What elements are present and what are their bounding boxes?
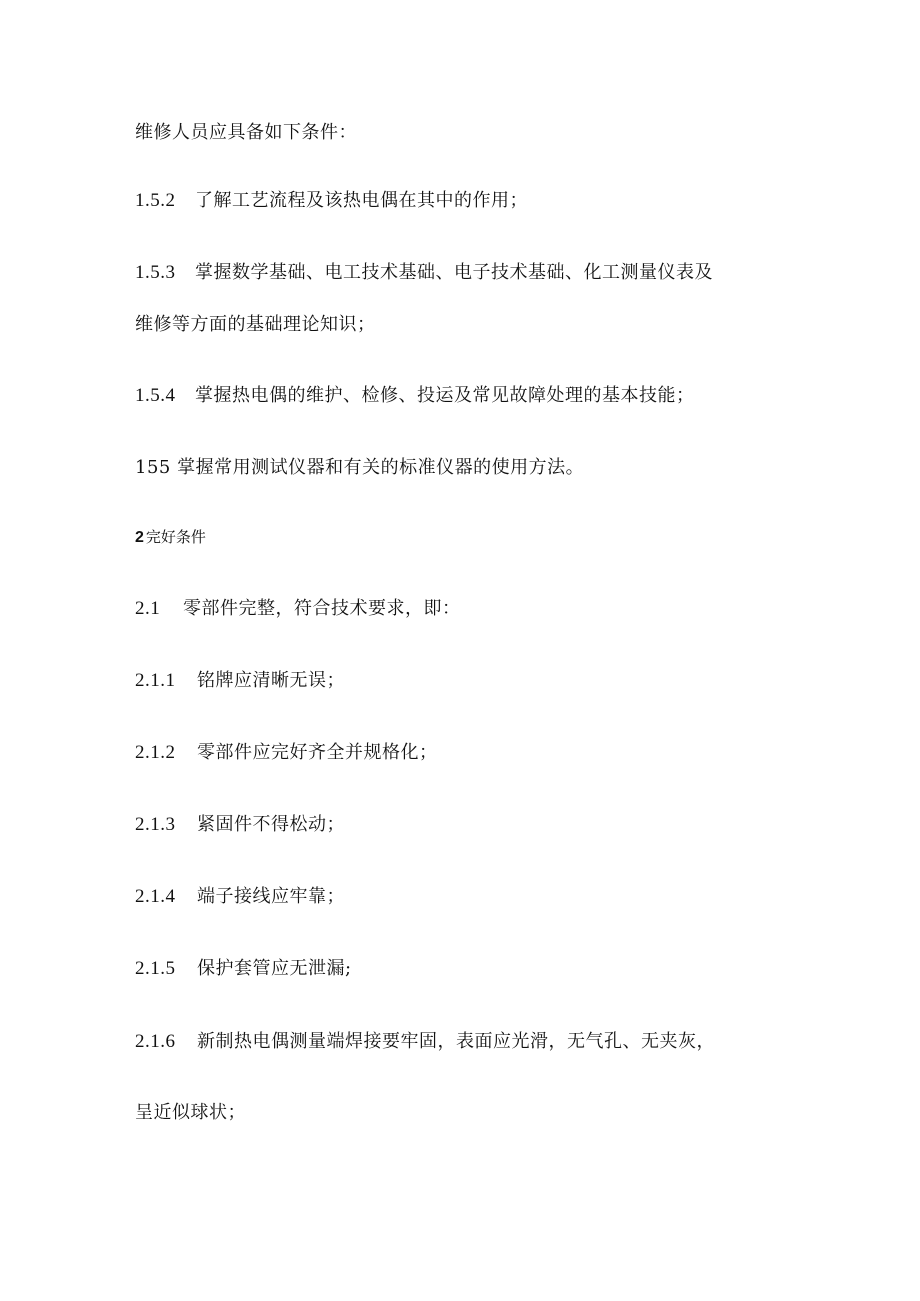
- item-2-1-4: [135, 885, 345, 909]
- item-text: 保护套管应无泄漏;: [197, 958, 352, 979]
- item-text: 了解工艺流程及该热电偶在其中的作用；: [195, 190, 528, 211]
- item-text: 零部件应完好齐全并规格化；: [197, 742, 438, 763]
- item-text: 铭牌应清晰无误；: [197, 670, 345, 691]
- section-number: 2: [135, 529, 144, 546]
- item-number: 2.1.3: [135, 814, 176, 835]
- item-number: 1.5.3: [135, 262, 176, 283]
- item-2-1-1: [135, 669, 345, 693]
- item-text: 新制热电偶测量端焊接要牢固，表面应光滑，无气孔、无夹灰，: [197, 1031, 715, 1052]
- item-text: 零部件完整，符合技术要求，即：: [183, 598, 461, 619]
- item-number: 2.1.6: [135, 1031, 176, 1052]
- paragraph-text: 维修人员应具备如下条件：: [135, 122, 357, 143]
- item-text: 紧固件不得松动；: [197, 814, 345, 835]
- item-number: 2.1.4: [135, 886, 176, 907]
- item-number: 1.5.2: [135, 190, 176, 211]
- item-number: 2.1: [135, 598, 161, 619]
- item-1-5-5: [135, 456, 584, 480]
- item-2-1: [135, 597, 461, 621]
- item-text: 维修等方面的基础理论知识；: [135, 314, 376, 335]
- item-number: 1.5.4: [135, 385, 176, 406]
- section-title: 完好条件: [145, 528, 206, 546]
- item-text: 155 掌握常用测试仪器和有关的标准仪器的使用方法。: [135, 457, 585, 478]
- item-1-5-4: [135, 384, 695, 408]
- item-2-1-6-continuation: [135, 1101, 246, 1125]
- item-text: 呈近似球状；: [135, 1102, 246, 1123]
- item-1-5-2: [135, 189, 528, 213]
- item-2-1-5: [135, 957, 352, 981]
- item-2-1-2: [135, 741, 438, 765]
- item-number: 2.1.2: [135, 742, 176, 763]
- intro-text: [135, 121, 357, 145]
- item-1-5-3-continuation: [135, 313, 376, 337]
- item-text: 掌握热电偶的维护、检修、投运及常见故障处理的基本技能；: [195, 385, 695, 406]
- item-text: 端子接线应牢靠；: [197, 886, 345, 907]
- section-heading-2: [135, 527, 206, 548]
- item-text: 掌握数学基础、电工技术基础、电子技术基础、化工测量仪表及: [195, 262, 713, 283]
- item-1-5-3: [135, 261, 713, 285]
- item-number: 2.1.5: [135, 958, 176, 979]
- item-2-1-3: [135, 813, 345, 837]
- item-number: 2.1.1: [135, 670, 176, 691]
- item-2-1-6: [135, 1030, 715, 1054]
